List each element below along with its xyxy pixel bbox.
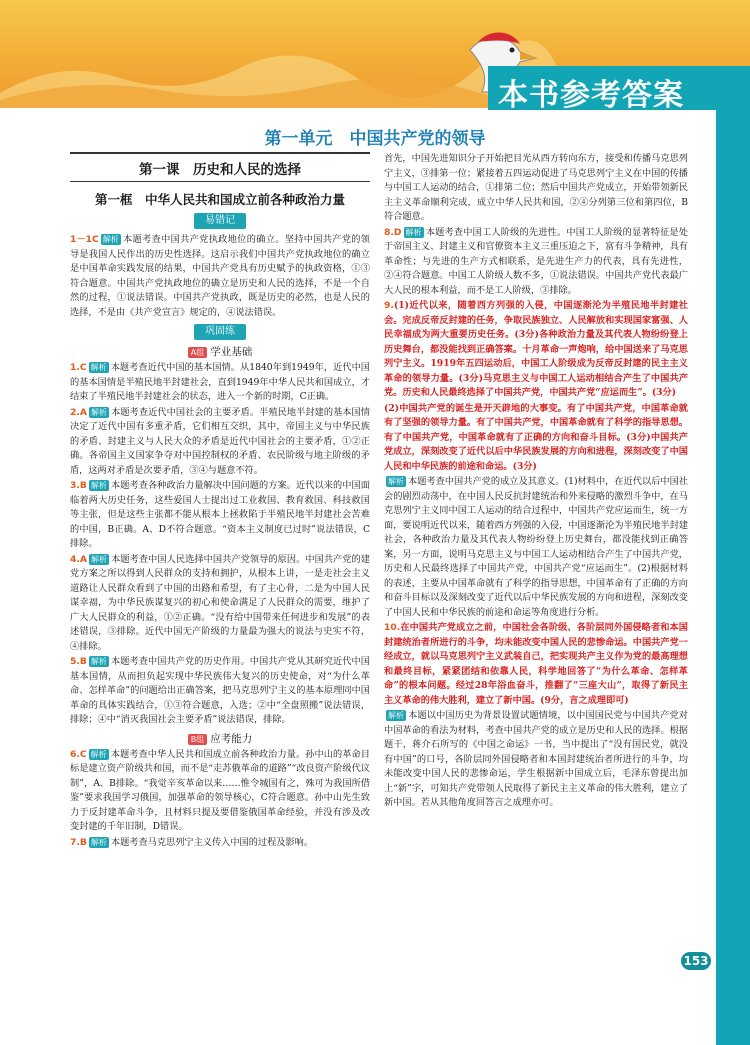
right-items	[384, 152, 688, 811]
analysis-tag: 解析	[388, 477, 404, 486]
answer-item	[384, 709, 688, 811]
answer-item	[70, 655, 370, 728]
item-number: 2.	[70, 406, 80, 418]
answer-item	[70, 406, 370, 479]
item-number: 1.	[70, 362, 80, 373]
item-number: 10.	[384, 622, 401, 633]
item-text: 本题考查中国共产党的历史作用。中国共产党从其研究近代中国基本国情，从而担负起实现中华民族伟大复兴的历史使命，对“为什么革命、怎样革命”的问题给出正确答案，把马克思列宁主义的基本原理同中国革命的具体实践结合，①③符合题意，入选；②中“全盘照搬”说法错误，排除；④中“消灭我国社会主要矛盾”说法错误，排除。	[70, 656, 370, 725]
left-items-group-a	[70, 233, 370, 320]
banner-title: 本书参考答案	[498, 78, 684, 113]
answer-item	[70, 748, 370, 835]
analysis-tag: 解析	[90, 837, 107, 847]
item-answer: C	[79, 362, 87, 373]
item-answer: B	[79, 480, 87, 491]
answer-item	[384, 152, 688, 225]
item-answer: D	[393, 226, 402, 238]
item-text: 首先，中国先进知识分子开始把目光从西方转向东方，接受和传播马克思列宁主义，③排第一位；紧接着五四运动促进了马克思列宁主义在中国的传播与中国工人运动的结合，①排第二位；然后中国共产党成立，开始带领新民主主义革命顺利完成，成立中华人民共和国，②④分列第三位和第四位，B符合题意。	[384, 153, 688, 222]
item-number: 8.	[384, 226, 394, 238]
analysis-tag: 解析	[90, 481, 107, 490]
lesson-title: 第一课 历史和人民的选择	[70, 152, 370, 182]
sub-basic	[70, 344, 370, 359]
answer-item	[70, 361, 370, 405]
right-column	[384, 152, 688, 812]
answer-item	[384, 402, 688, 475]
analysis-tag: 解析	[91, 407, 108, 417]
item-text: 本题以中国历史为背景设置试题情境，以中国国民党与中国共产党对中国革命的看法为材料，考查中国共产党的成立是历史和人民的选择。根据题干，蒋介石所写的《中国之命运》一书，当中提出了“没有国民党，就没有中国”的口号，各阶层同外国侵略者和本国封建统治者所进行的斗争，均未能改变中国人民的悲惨命运，学生根据新中国成立后，毛泽东曾提出加上“新”字，可知共产党带领人民取得了新民主主义革命的伟大胜利，建立了新中国。若从其他角度回答言之成理亦可。	[384, 710, 688, 808]
item-number: 6.	[70, 748, 80, 760]
answer-item	[384, 299, 688, 401]
level-badge: B组	[188, 734, 208, 745]
tag-consolidate: 巩固练	[194, 324, 246, 340]
tag-easy-mistakes: 易错记	[194, 213, 246, 229]
item-number: 5.	[70, 656, 80, 667]
analysis-tag: 解析	[388, 711, 404, 720]
sub-basic-label: 学业基础	[210, 346, 253, 358]
item-text: 本题考查近代中国的基本国情。从1840年到1949年，近代中国的基本国情是半殖民地半封建社会，直到1949年中华人民共和国成立，才结束了半殖民地半封建社会的状态，进入一个新的时期，C正确。	[70, 362, 370, 402]
item-answer: B	[79, 836, 87, 848]
item-text: 本题考查中华人民共和国成立前各种政治力量。孙中山的革命目标是建立资产阶级共和国，而不是“走苏俄革命的道路”“改良资产阶级代议制”，A、B排除。“我觉辛亥革命以来……惟令城国有之，殊可为我国所借鉴”要求我国学习俄国，加强革命的领导核心，C符合题意。孙中山先生致力于反封建革命斗争，且材料只提及要借鉴俄国革命经验，并没有涉及改变封建的千年旧制，D错误。	[70, 748, 370, 832]
analysis-tag: 解析	[102, 235, 119, 244]
left-items-group-c	[70, 748, 370, 851]
item-text: (1)近代以来，随着西方列强的入侵，中国逐渐沦为半殖民地半封建社会。完成反帝反封建的任务，争取民族独立、人民解放和实现国家富强、人民幸福成为两大重要历史任务。(3分)各种政治力量及其代表人物纷纷登上历史舞台，都没能找到正确答案。十月革命一声炮响，给中国送来了马克思列宁主义。1919年五四运动后，中国工人阶级成为反帝反封建的民主主义革命的领导力量。(3分)马克思主义与中国工人运动相结合产生了中国共产党。历史和人民最终选择了中国共产党，中国共产党“应运而生”。(3分)	[384, 300, 688, 398]
analysis-tag: 解析	[90, 749, 107, 759]
item-number: 3.	[70, 480, 80, 491]
level-badge: A组	[188, 347, 207, 358]
unit-title: 第一单元 中国共产党的领导	[264, 129, 486, 149]
answer-item	[70, 479, 370, 552]
item-number: 4.	[70, 553, 80, 565]
item-answer: A	[79, 406, 88, 418]
item-text: 本题考查中国共产党执政地位的确立。坚持中国共产党的领导是我国人民作出的历史性选择。这启示我们中国共产党执政地位的确立是中国革命实践发展的结果，中国共产党具有历史赋予的执政资格，①③符合题意。中国共产党执政地位的确立是历史和人民的选择，不是一个自然的过程，①说法错误。中国共产党执政，既是历史的必然，也是人民的选择，不是由《共产党宣言》规定的，④说法错误。	[70, 234, 370, 318]
analysis-tag: 解析	[405, 227, 422, 237]
analysis-tag: 解析	[90, 657, 107, 666]
item-text: 本题考查各种政治力量解决中国问题的方案。近代以来的中国面临着两大历史任务，这些爱国人士提出过工业救国、教育救国、科技救国等主张，但是这些主张都不能从根本上拯救陷于半殖民地半封建社会苦难的中国，B正确。A、D不符合题意。“资本主义制度已过时”说法错误，C排除。	[70, 480, 370, 549]
item-answer: B	[79, 656, 87, 667]
sub-apply-label: 应考能力	[210, 732, 253, 745]
answer-item	[384, 226, 688, 299]
item-answer: C	[91, 234, 99, 245]
item-answer: A	[79, 553, 88, 565]
left-items-group-b	[70, 361, 370, 728]
item-text: 本题考查中国共产党的成立及其意义。(1)材料中，在近代以后中国社会的剧烈动荡中，在中国人民反抗封建统治和外来侵略的激烈斗争中，在马克思列宁主义同中国工人运动的结合过程中，中国共产党应运而生，统一方面，要说明近代以来，随着西方列强的入侵，中国逐渐沦为半殖民地半封建社会，各种政治力量及其代表人物纷纷登上历史舞台，都没能找到正确答案，另一方面，说明马克思主义与中国工人运动相结合产生了中国共产党，历史和人民最终选择了中国共产党，中国共产党“应运而生”。(2)根据材料的表述，主要从中国革命就有了科学的指导思想，中国革命有了正确的方向和奋斗目标以及深刻改变了近代以后中华民族发展的方向和进程，深刻改变了中国人民和中华民族的前途和命运等角度进行分析。	[384, 476, 688, 618]
page-number: 153	[681, 952, 711, 970]
item-number: 7.	[70, 836, 80, 848]
right-edge-strip	[716, 108, 750, 1045]
item-text: 在中国共产党成立之前，中国社会各阶级、各阶层同外国侵略者和本国封建统治者所进行的斗争，均未能改变中国人民的悲惨命运。中国共产党一经成立，就以马克思列宁主义武装自己，把实现共产主义作为党的最高理想和最终目标，紧紧团结和依靠人民，科学地回答了“为什么革命、怎样革命”的根本问题。经过28年浴血奋斗，推翻了“三座大山”，取得了新民主主义革命的伟大胜利，建立了新中国。(9分，言之成理即可)	[384, 622, 688, 706]
item-answer: C	[79, 748, 87, 760]
sub-apply	[70, 731, 370, 746]
item-text: 本题考查近代中国社会的主要矛盾。半殖民地半封建的基本国情决定了近代中国有多重矛盾，它们相互交织，其中，帝国主义与中华民族的矛盾、封建主义与人民大众的矛盾是近代中国社会的主要矛盾，①②正确。各帝国主义国家争夺对中国控制权的矛盾、农民阶级与地主阶级的矛盾，这两对矛盾是次要矛盾，③④与题意不符。	[70, 406, 370, 476]
item-number: 1－1	[70, 234, 92, 245]
answer-item	[70, 553, 370, 655]
section-title: 第一框 中华人民共和国成立前各种政治力量	[94, 192, 345, 207]
item-number: 9.	[384, 300, 394, 311]
answer-item	[70, 836, 370, 851]
analysis-tag: 解析	[91, 554, 108, 564]
answer-item	[70, 233, 370, 320]
item-text: 本题考查马克思列宁主义传入中国的过程及影响。	[110, 836, 314, 848]
answer-item	[384, 475, 688, 620]
answer-item	[384, 621, 688, 708]
item-text: 本题考查中国人民选择中国共产党领导的原因。中国共产党的建党方案之所以得到人民群众的支持和拥护，从根本上讲，一是走社会主义道路让人民群众看到了中国的出路和希望，有了主心骨，二是为中国人民谋幸福，为中华民族谋复兴的初心和使命满足了人民群众的需要，维护了广大人民群众的利益，①②正确。“没有给中国带来任何进步和发展”的表述错误，③排除。近代中国无产阶级的力量最为强大的说法与史实不符，④排除。	[70, 553, 370, 652]
item-text: 本题考查中国工人阶级的先进性。中国工人阶级的显著特征是处于帝国主义、封建主义和官僚资本主义三重压迫之下，富有斗争精神，具有革命性；与先进的生产方式相联系，是先进生产力的代表，具有先进性，②④符合题意。中国工人阶级人数不多，①说法错误。中国共产党代表最广大人民的根本利益，而不是工人阶级，③排除。	[384, 226, 688, 296]
item-text: (2)中国共产党的诞生是开天辟地的大事变。有了中国共产党，中国革命就有了坚强的领导力量。有了中国共产党，中国革命就有了科学的指导思想。有了中国共产党，中国革命就有了正确的方向和奋斗目标。(3分)中国共产党成立，深刻改变了近代以后中华民族发展的方向和进程，深刻改变了中国人民和中华民族的前途和命运。(3分)	[384, 402, 688, 472]
left-column	[70, 152, 370, 851]
analysis-tag: 解析	[90, 363, 107, 372]
